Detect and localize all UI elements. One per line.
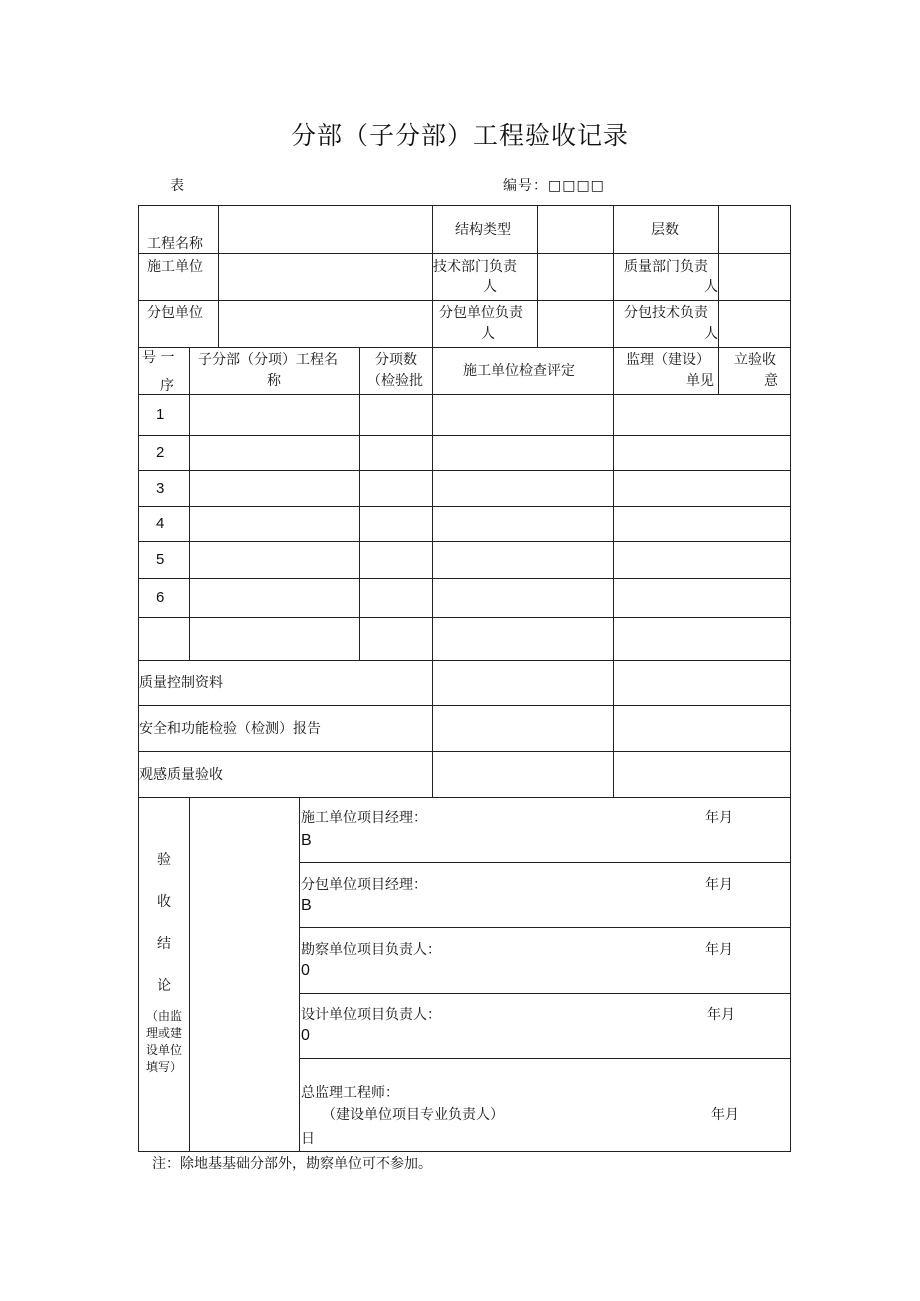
- signature-tail: 0: [301, 962, 310, 979]
- sub-unit-head-label-cont: 人: [481, 326, 495, 342]
- signature-date: 年月: [705, 877, 733, 893]
- row-number: 2: [156, 444, 165, 461]
- row-number: 1: [156, 406, 165, 423]
- conclusion-char: 收: [157, 894, 171, 910]
- chief-supervisor-date: 年月: [711, 1107, 739, 1123]
- conclusion-char: 验: [157, 852, 171, 868]
- row-number: 5: [156, 551, 165, 568]
- floors-label: 层数: [651, 222, 679, 238]
- safety-report-label: 安全和功能检验（检测）报告: [139, 721, 321, 737]
- col-accept-header-cont: 意: [764, 373, 778, 389]
- project-name-label: 工程名称: [147, 236, 203, 252]
- col-opinion-header-cont: 单见: [686, 373, 714, 389]
- col-accept-header: 立验收: [734, 352, 776, 368]
- col-count-header: 分项数: [375, 352, 417, 368]
- signature-date: 年月: [705, 810, 733, 826]
- form-label: 表: [170, 178, 184, 194]
- sub-tech-head-label-cont: 人: [704, 326, 718, 342]
- col-opinion-header: 监理（建设）: [626, 352, 710, 368]
- conclusion-char: 结: [157, 936, 171, 952]
- signature-label: 施工单位项目经理：: [301, 810, 427, 826]
- quality-dept-head-label-cont: 人: [704, 279, 718, 295]
- row-number: 6: [156, 589, 165, 606]
- signature-label: 勘察单位项目负责人：: [301, 942, 441, 958]
- conclusion-note: 填写）: [145, 1060, 182, 1074]
- row-number: 3: [156, 480, 165, 497]
- tech-dept-head-label: 技术部门负责: [433, 259, 517, 275]
- signature-date: 年月: [707, 1007, 735, 1023]
- col-count-header-cont: （检验批: [367, 373, 423, 389]
- quality-docs-label: 质量控制资料: [139, 675, 223, 691]
- contractor-label: 施工单位: [147, 259, 203, 275]
- chief-supervisor-sub: （建设单位项目专业负责人）: [322, 1107, 504, 1123]
- conclusion-note: 理或建: [145, 1026, 182, 1040]
- signature-label: 分包单位项目经理：: [301, 877, 427, 893]
- conclusion-note: （由监: [145, 1009, 182, 1023]
- row-number: 4: [156, 515, 165, 532]
- serial-number: 编号：□□□□: [503, 178, 605, 194]
- footnote: 注：除地基基础分部外，勘察单位可不参加。: [152, 1156, 432, 1172]
- signature-tail: B: [301, 832, 312, 849]
- quality-dept-head-label: 质量部门负责: [624, 259, 708, 275]
- signature-tail: 0: [301, 1027, 310, 1044]
- col-seq-header: 号 一: [142, 350, 175, 366]
- col-name-header-cont: 称: [267, 373, 281, 389]
- structure-type-label: 结构类型: [455, 222, 511, 238]
- subcontractor-label: 分包单位: [147, 305, 203, 321]
- signature-date: 年月: [705, 942, 733, 958]
- col-check-header: 施工单位检查评定: [463, 363, 575, 379]
- conclusion-char: 论: [157, 978, 171, 994]
- sub-unit-head-label: 分包单位负责: [439, 305, 523, 321]
- tech-dept-head-label-cont: 人: [483, 279, 497, 295]
- appearance-label: 观感质量验收: [139, 767, 223, 783]
- col-name-header: 子分部（分项）工程名: [198, 352, 338, 368]
- conclusion-note: 设单位: [145, 1043, 182, 1057]
- chief-supervisor-label: 总监理工程师：: [301, 1085, 399, 1101]
- col-seq-header-cont: 序: [160, 378, 174, 394]
- signature-tail: B: [301, 897, 312, 914]
- signature-label: 设计单位项目负责人：: [301, 1007, 441, 1023]
- chief-supervisor-tail: 日: [301, 1131, 315, 1147]
- page-title: 分部（子分部）工程验收记录: [290, 121, 629, 150]
- sub-tech-head-label: 分包技术负责: [624, 305, 708, 321]
